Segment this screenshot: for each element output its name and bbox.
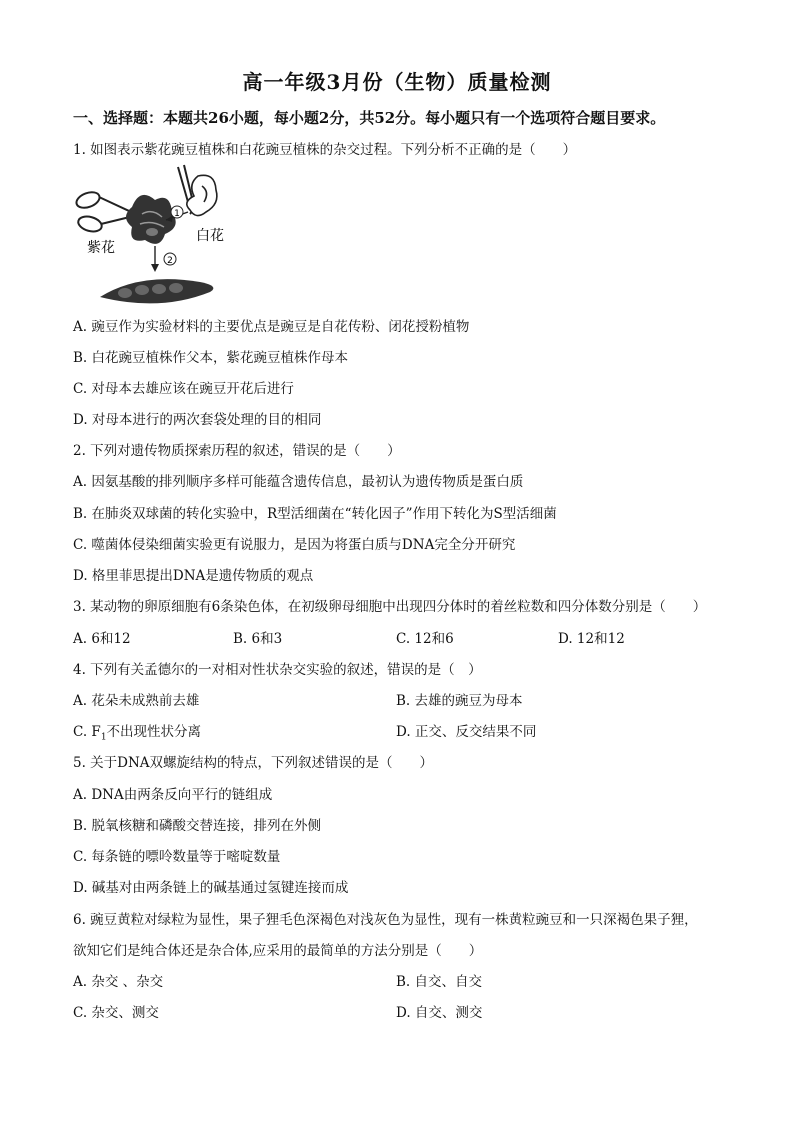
q3-option-c: C. 12和6 [396,631,454,647]
step-2-label: 2 [167,256,173,266]
q1-option-d: D. 对母本进行的两次套袋处理的目的相同 [73,412,322,428]
pea-cross-illustration [70,162,224,310]
q6-option-b: B. 自交、自交 [396,974,483,990]
subscript-1: 1 [100,732,107,743]
q2-option-d: D. 格里菲思提出DNA是遗传物质的观点 [73,568,314,584]
question-2-stem: 2. 下列对遗传物质探索历程的叙述，错误的是（ ） [73,443,401,459]
question-3-stem: 3. 某动物的卵原细胞有6条染色体，在初级卵母细胞中出现四分体时的着丝粒数和四分体数分别是（ ） [73,599,707,615]
section-heading: 一、选择题：本题共26小题，每小题2分，共52分。每小题只有一个选项符合题目要求。 [73,109,666,127]
question-5-stem: 5. 关于DNA双螺旋结构的特点，下列叙述错误的是（ ） [73,755,434,771]
q5-option-d: D. 碱基对由两条链上的碱基通过氢键连接而成 [73,880,349,896]
q2-option-c: C. 噬菌体侵染细菌实验更有说服力，是因为将蛋白质与DNA完全分开研究 [73,537,516,553]
q3-option-d: D. 12和12 [558,631,625,647]
q4-option-a: A. 花朵未成熟前去雄 [73,693,200,709]
q6-option-c: C. 杂交、测交 [73,1005,159,1021]
q1-option-a: A. 豌豆作为实验材料的主要优点是豌豆是自花传粉、闭花授粉植物 [73,319,470,335]
q6-option-d: D. 自交、测交 [396,1005,483,1021]
q4-option-d: D. 正交、反交结果不同 [396,724,537,740]
q2-option-a: A. 因氨基酸的排列顺序多样可能蕴含遗传信息，最初认为遗传物质是蛋白质 [73,474,524,490]
question-4-stem: 4. 下列有关孟德尔的一对相对性状杂交实验的叙述，错误的是（ ） [73,662,482,678]
page-title: 高一年级3月份（生物）质量检测 [242,70,552,94]
q3-option-a: A. 6和12 [73,631,131,647]
purple-flower-label: 紫花 [87,240,115,256]
q4-option-b: B. 去雄的豌豆为母本 [396,693,523,709]
q5-option-b: B. 脱氧核糖和磷酸交替连接，排列在外侧 [73,818,322,834]
white-flower-label: 白花 [196,228,224,244]
pea-pod-icon [100,279,213,303]
q1-option-c: C. 对母本去雄应该在豌豆开花后进行 [73,381,294,397]
q1-option-b: B. 白花豌豆植株作父本，紫花豌豆植株作母本 [73,350,349,366]
q4-option-c: C. $F_1$不出现性状分离 [73,724,202,743]
q2-option-b: B. 在肺炎双球菌的转化实验中，R型活细菌在“转化因子”作用下转化为S型活细菌 [73,506,557,522]
question-6-stem-cont: 欲知它们是纯合体还是杂合体,应采用的最简单的方法分别是（ ） [73,943,483,959]
question-1-stem: 1. 如图表示紫花豌豆植株和白花豌豆植株的杂交过程。下列分析不正确的是（ ） [73,142,577,158]
q3-option-b: B. 6和3 [233,631,283,647]
q5-option-a: A. DNA由两条反向平行的链组成 [73,787,273,803]
q5-option-c: C. 每条链的嘌呤数量等于嘧啶数量 [73,849,281,865]
q6-option-a: A. 杂交 、杂交 [73,974,164,990]
step-1-label: 1 [174,209,180,219]
question-6-stem: 6. 豌豆黄粒对绿粒为显性，果子狸毛色深褐色对浅灰色为显性，现有一株黄粒豌豆和一只深褐色果子狸， [73,912,698,928]
